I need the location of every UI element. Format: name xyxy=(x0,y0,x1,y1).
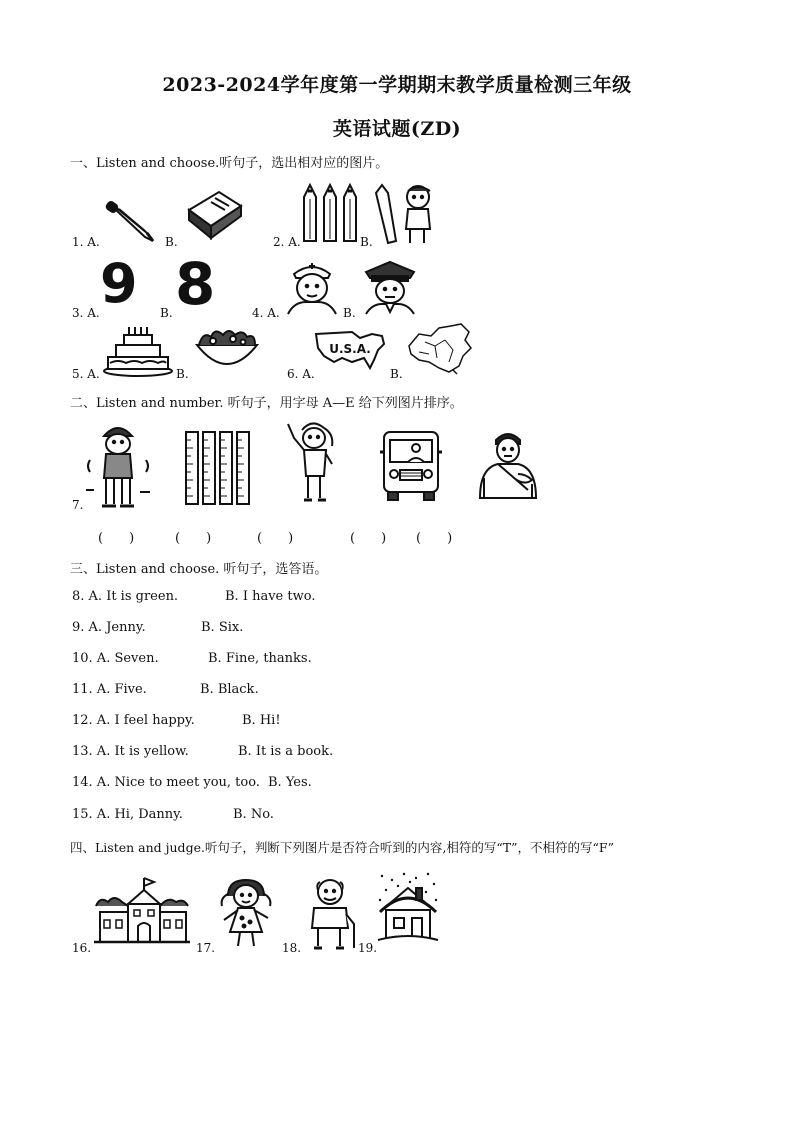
q19-label: 19. xyxy=(358,941,378,955)
injured-man-icon xyxy=(470,428,544,500)
birthday-cake-icon xyxy=(102,325,174,377)
section-3-heading: 三、Listen and choose. 听句子，选答语。 xyxy=(70,562,328,577)
q8-option-a: 8. A. It is green. xyxy=(72,589,179,604)
q8-option-b: B. I have two. xyxy=(225,589,316,604)
q15-option-a: 15. A. Hi, Danny. xyxy=(72,807,183,822)
answer-blank-3[interactable]: ( ) xyxy=(257,531,294,546)
q18-label: 18. xyxy=(282,941,302,955)
answer-blank-5[interactable]: ( ) xyxy=(416,531,453,546)
q4-b-label: B. xyxy=(343,306,356,320)
answer-blank-1[interactable]: ( ) xyxy=(98,531,135,546)
q9-option-b: B. Six. xyxy=(201,620,244,635)
salad-bowl-icon xyxy=(193,325,261,375)
q13-option-a: 13. A. It is yellow. xyxy=(72,744,189,759)
q16-label: 16. xyxy=(72,941,92,955)
bus-icon xyxy=(378,426,444,502)
q12-option-b: B. Hi! xyxy=(242,713,281,728)
q1-b-label: B. xyxy=(165,235,178,249)
answer-blank-2[interactable]: ( ) xyxy=(175,531,212,546)
answer-blank-4[interactable]: ( ) xyxy=(350,531,387,546)
q4-label: 4. A. xyxy=(252,306,280,320)
usa-map-icon xyxy=(312,328,388,372)
number-nine-icon: 9 xyxy=(100,252,138,315)
snowy-house-icon xyxy=(376,870,440,946)
q7-label: 7. xyxy=(72,498,84,512)
number-eight-icon: 8 xyxy=(175,250,216,318)
page-title: 2023-2024学年度第一学期期末教学质量检测三年级 xyxy=(162,74,632,96)
girl-icon xyxy=(214,876,278,948)
q17-label: 17. xyxy=(196,941,216,955)
page-subtitle: 英语试题(ZD) xyxy=(332,118,462,140)
pencil-boy-icon xyxy=(374,183,440,245)
school-building-icon xyxy=(94,876,190,944)
doctor-icon xyxy=(282,258,342,316)
usa-map-label: U.S.A. xyxy=(329,342,371,356)
q11-option-a: 11. A. Five. xyxy=(72,682,147,697)
pencils-icon xyxy=(300,183,360,245)
pen-icon xyxy=(105,195,160,245)
q12-option-a: 12. A. I feel happy. xyxy=(72,713,195,728)
q6-label: 6. A. xyxy=(287,367,315,381)
section-2-heading: 二、Listen and number. 听句子，用字母 A—E 给下列图片排序。 xyxy=(70,396,463,411)
section-4-heading: 四、Listen and judge.听句子，判断下列图片是否符合听到的内容,相符的写“T”，不相符的写“F” xyxy=(70,840,614,855)
section-1-heading: 一、Listen and choose.听句子，选出相对应的图片。 xyxy=(70,156,389,171)
q10-option-a: 10. A. Seven. xyxy=(72,651,159,666)
q9-option-a: 9. A. Jenny. xyxy=(72,620,146,635)
book-icon xyxy=(185,188,245,243)
cold-boy-icon xyxy=(84,420,152,510)
old-man-icon xyxy=(302,876,362,950)
q5-label: 5. A. xyxy=(72,367,100,381)
q3-label: 3. A. xyxy=(72,306,100,320)
china-map-icon xyxy=(405,322,475,376)
q13-option-b: B. It is a book. xyxy=(238,744,334,759)
police-officer-icon xyxy=(360,258,420,316)
q14-option-b: B. Yes. xyxy=(268,775,312,790)
q2-b-label: B. xyxy=(360,235,373,249)
q6-b-label: B. xyxy=(390,367,403,381)
q10-option-b: B. Fine, thanks. xyxy=(208,651,312,666)
q1-label: 1. A. xyxy=(72,235,100,249)
q15-option-b: B. No. xyxy=(233,807,274,822)
q2-label: 2. A. xyxy=(273,235,301,249)
q14-option-a: 14. A. Nice to meet you, too. xyxy=(72,775,260,790)
q11-option-b: B. Black. xyxy=(200,682,259,697)
q3-b-label: B. xyxy=(160,306,173,320)
rulers-icon xyxy=(184,430,254,506)
waving-girl-icon xyxy=(282,418,344,504)
q5-b-label: B. xyxy=(176,367,189,381)
